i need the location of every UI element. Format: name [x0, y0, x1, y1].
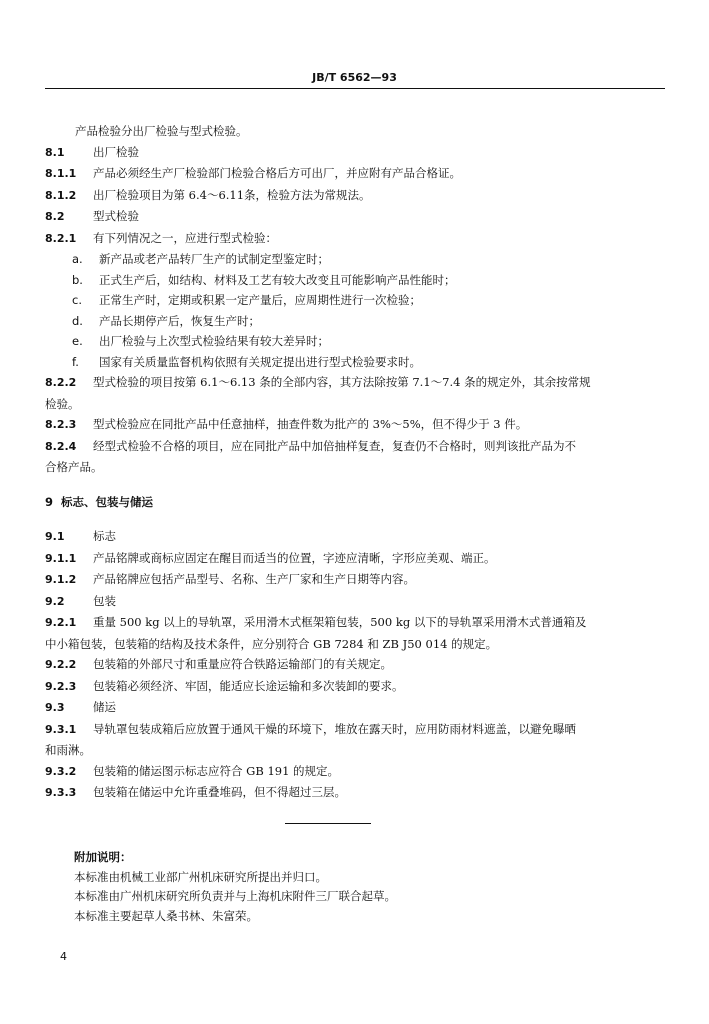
section-number: 9.2 — [45, 594, 65, 608]
clause-9-2-2 — [45, 654, 663, 676]
item-text: 国家有关质量监督机构依照有关规定提出进行型式检验要求时。 — [99, 354, 421, 369]
clause-text: 产品铭牌应包括产品型号、名称、生产厂家和生产日期等内容。 — [93, 572, 415, 586]
clause-text: 包装箱的外部尺寸和重量应符合铁路运输部门的有关规定。 — [93, 657, 392, 671]
document-code-header: JB/T 6562—93 — [312, 71, 397, 84]
clause-8-2-2 — [45, 372, 663, 394]
clause-8-2-4-cont: 合格产品。 — [45, 460, 103, 474]
item-text: 新产品或老产品转厂生产的试制定型鉴定时； — [99, 252, 329, 266]
section-title: 标志 — [93, 529, 116, 543]
clause-text: 包装箱必须经济、牢固，能适应长途运输和多次装卸的要求。 — [93, 678, 404, 693]
section-title: 包装 — [93, 593, 116, 608]
document-body — [45, 121, 663, 804]
clause-number: 8.2.4 — [45, 439, 77, 453]
end-rule — [285, 823, 371, 824]
notes-line: 本标准由机械工业部广州机床研究所提出并归口。 — [74, 869, 327, 884]
clause-number: 8.2.3 — [45, 418, 77, 431]
clause-9-3-1 — [45, 719, 663, 741]
clause-text: 产品必须经生产厂检验部门检验合格后方可出厂，并应附有产品合格证。 — [93, 166, 461, 180]
item-text: 产品长期停产后，恢复生产时； — [99, 313, 260, 328]
section-number: 9.1 — [45, 530, 65, 543]
clause-number: 9.2.2 — [45, 658, 77, 671]
item-label: c. — [72, 293, 82, 307]
clause-number: 9.1.2 — [45, 573, 77, 586]
section-number: 8.1 — [45, 145, 65, 159]
clause-number: 8.1.2 — [45, 188, 77, 202]
section-9-2 — [45, 591, 663, 613]
additional-notes — [74, 848, 396, 926]
clause-9-2-3 — [45, 676, 663, 698]
header-rule — [45, 88, 665, 89]
notes-line: 本标准由广州机床研究所负责并与上海机床附件三厂联合起草。 — [74, 889, 396, 903]
item-label: d. — [72, 313, 83, 328]
clause-number: 8.2.1 — [45, 231, 77, 245]
clause-9-3-3 — [45, 782, 663, 804]
section-8-2 — [45, 206, 663, 228]
page-number: 4 — [60, 950, 67, 963]
clause-9-3-2 — [45, 761, 663, 783]
section-9-heading — [45, 492, 663, 513]
clause-text-line1: 导轨罩包装成箱后应放置于通风干燥的环境下，堆放在露天时，应用防雨材料遮盖，以避免曝晒 — [93, 721, 576, 736]
clause-8-2-2-cont: 检验。 — [45, 396, 80, 411]
section-title: 储运 — [93, 700, 116, 714]
clause-9-1-1 — [45, 548, 663, 570]
section-number: 8.2 — [45, 210, 65, 223]
section-title: 出厂检验 — [93, 144, 139, 159]
clause-text: 产品铭牌或商标应固定在醒目而适当的位置，字迹应清晰，字形应美观、端正。 — [93, 550, 496, 565]
clause-text: 包装箱的储运图示标志应符合 GB 191 的规定。 — [93, 763, 340, 778]
section-number: 9.3 — [45, 701, 65, 714]
condition-item — [45, 331, 663, 352]
clause-number: 9.3.2 — [45, 764, 77, 778]
section-9-1 — [45, 526, 663, 548]
clause-number: 8.2.2 — [45, 376, 77, 389]
clause-number: 9.2.1 — [45, 616, 77, 629]
chapter-title: 标志、包装与储运 — [61, 494, 154, 509]
condition-item — [45, 311, 663, 332]
clause-8-1-2 — [45, 185, 663, 207]
clause-9-2-1-cont: 中小箱包装，包装箱的结构及技术条件，应分别符合 GB 7284 和 ZB J50 014 的规定。 — [45, 636, 498, 651]
clause-text-line1: 重量 500 kg 以上的导轨罩，采用滑木式框架箱包装，500 kg 以下的导轨罩采用滑木式普通箱及 — [93, 615, 587, 629]
clause-number: 8.1.1 — [45, 167, 77, 180]
intro-text: 产品检验分出厂检验与型式检验。 — [75, 124, 248, 138]
clause-9-3-1-cont: 和雨淋。 — [45, 743, 91, 757]
clause-text-line1: 型式检验的项目按第 6.1～6.13 条的全部内容，其方法除按第 7.1～7.4 条的规定外，其余按常规 — [93, 375, 591, 389]
clause-8-2-3 — [45, 414, 663, 436]
item-label: b. — [72, 272, 83, 287]
clause-number: 9.2.3 — [45, 679, 77, 693]
item-label: f. — [72, 354, 79, 369]
clause-text: 出厂检验项目为第 6.4～6.11条，检验方法为常规法。 — [93, 187, 371, 202]
section-9-3 — [45, 697, 663, 719]
item-label: a. — [72, 252, 83, 266]
clause-9-2-1 — [45, 612, 663, 634]
chapter-number: 9 — [45, 494, 54, 509]
item-text: 正式生产后，如结构、材料及工艺有较大改变且可能影响产品性能时； — [99, 272, 456, 287]
clause-8-2-4 — [45, 436, 663, 458]
clause-number: 9.1.1 — [45, 551, 77, 565]
condition-item — [45, 352, 663, 373]
item-text: 出厂检验与上次型式检验结果有较大差异时； — [99, 334, 329, 348]
section-8-1 — [45, 142, 663, 164]
clause-number: 9.3.3 — [45, 786, 77, 799]
clause-9-1-2 — [45, 569, 663, 591]
notes-title: 附加说明： — [74, 850, 132, 864]
notes-line: 本标准主要起草人桑书林、朱富荣。 — [74, 908, 258, 923]
section-title: 型式检验 — [93, 209, 139, 223]
condition-item — [45, 270, 663, 291]
clause-number: 9.3.1 — [45, 722, 77, 736]
clause-text-line1: 经型式检验不合格的项目，应在同批产品中加倍抽样复查，复查仍不合格时，则判该批产品为不 — [93, 438, 576, 453]
clause-text: 型式检验应在同批产品中任意抽样，抽查件数为批产的 3%～5%，但不得少于 3 件。 — [93, 417, 528, 431]
condition-item — [45, 249, 663, 270]
clause-8-2-1 — [45, 228, 663, 250]
clause-text: 有下列情况之一，应进行型式检验： — [93, 230, 277, 245]
item-label: e. — [72, 334, 83, 348]
clause-text: 包装箱在储运中允许重叠堆码，但不得超过三层。 — [93, 785, 346, 799]
item-text: 正常生产时，定期或积累一定产量后，应周期性进行一次检验； — [99, 293, 421, 307]
clause-8-1-1 — [45, 163, 663, 185]
condition-item — [45, 290, 663, 311]
